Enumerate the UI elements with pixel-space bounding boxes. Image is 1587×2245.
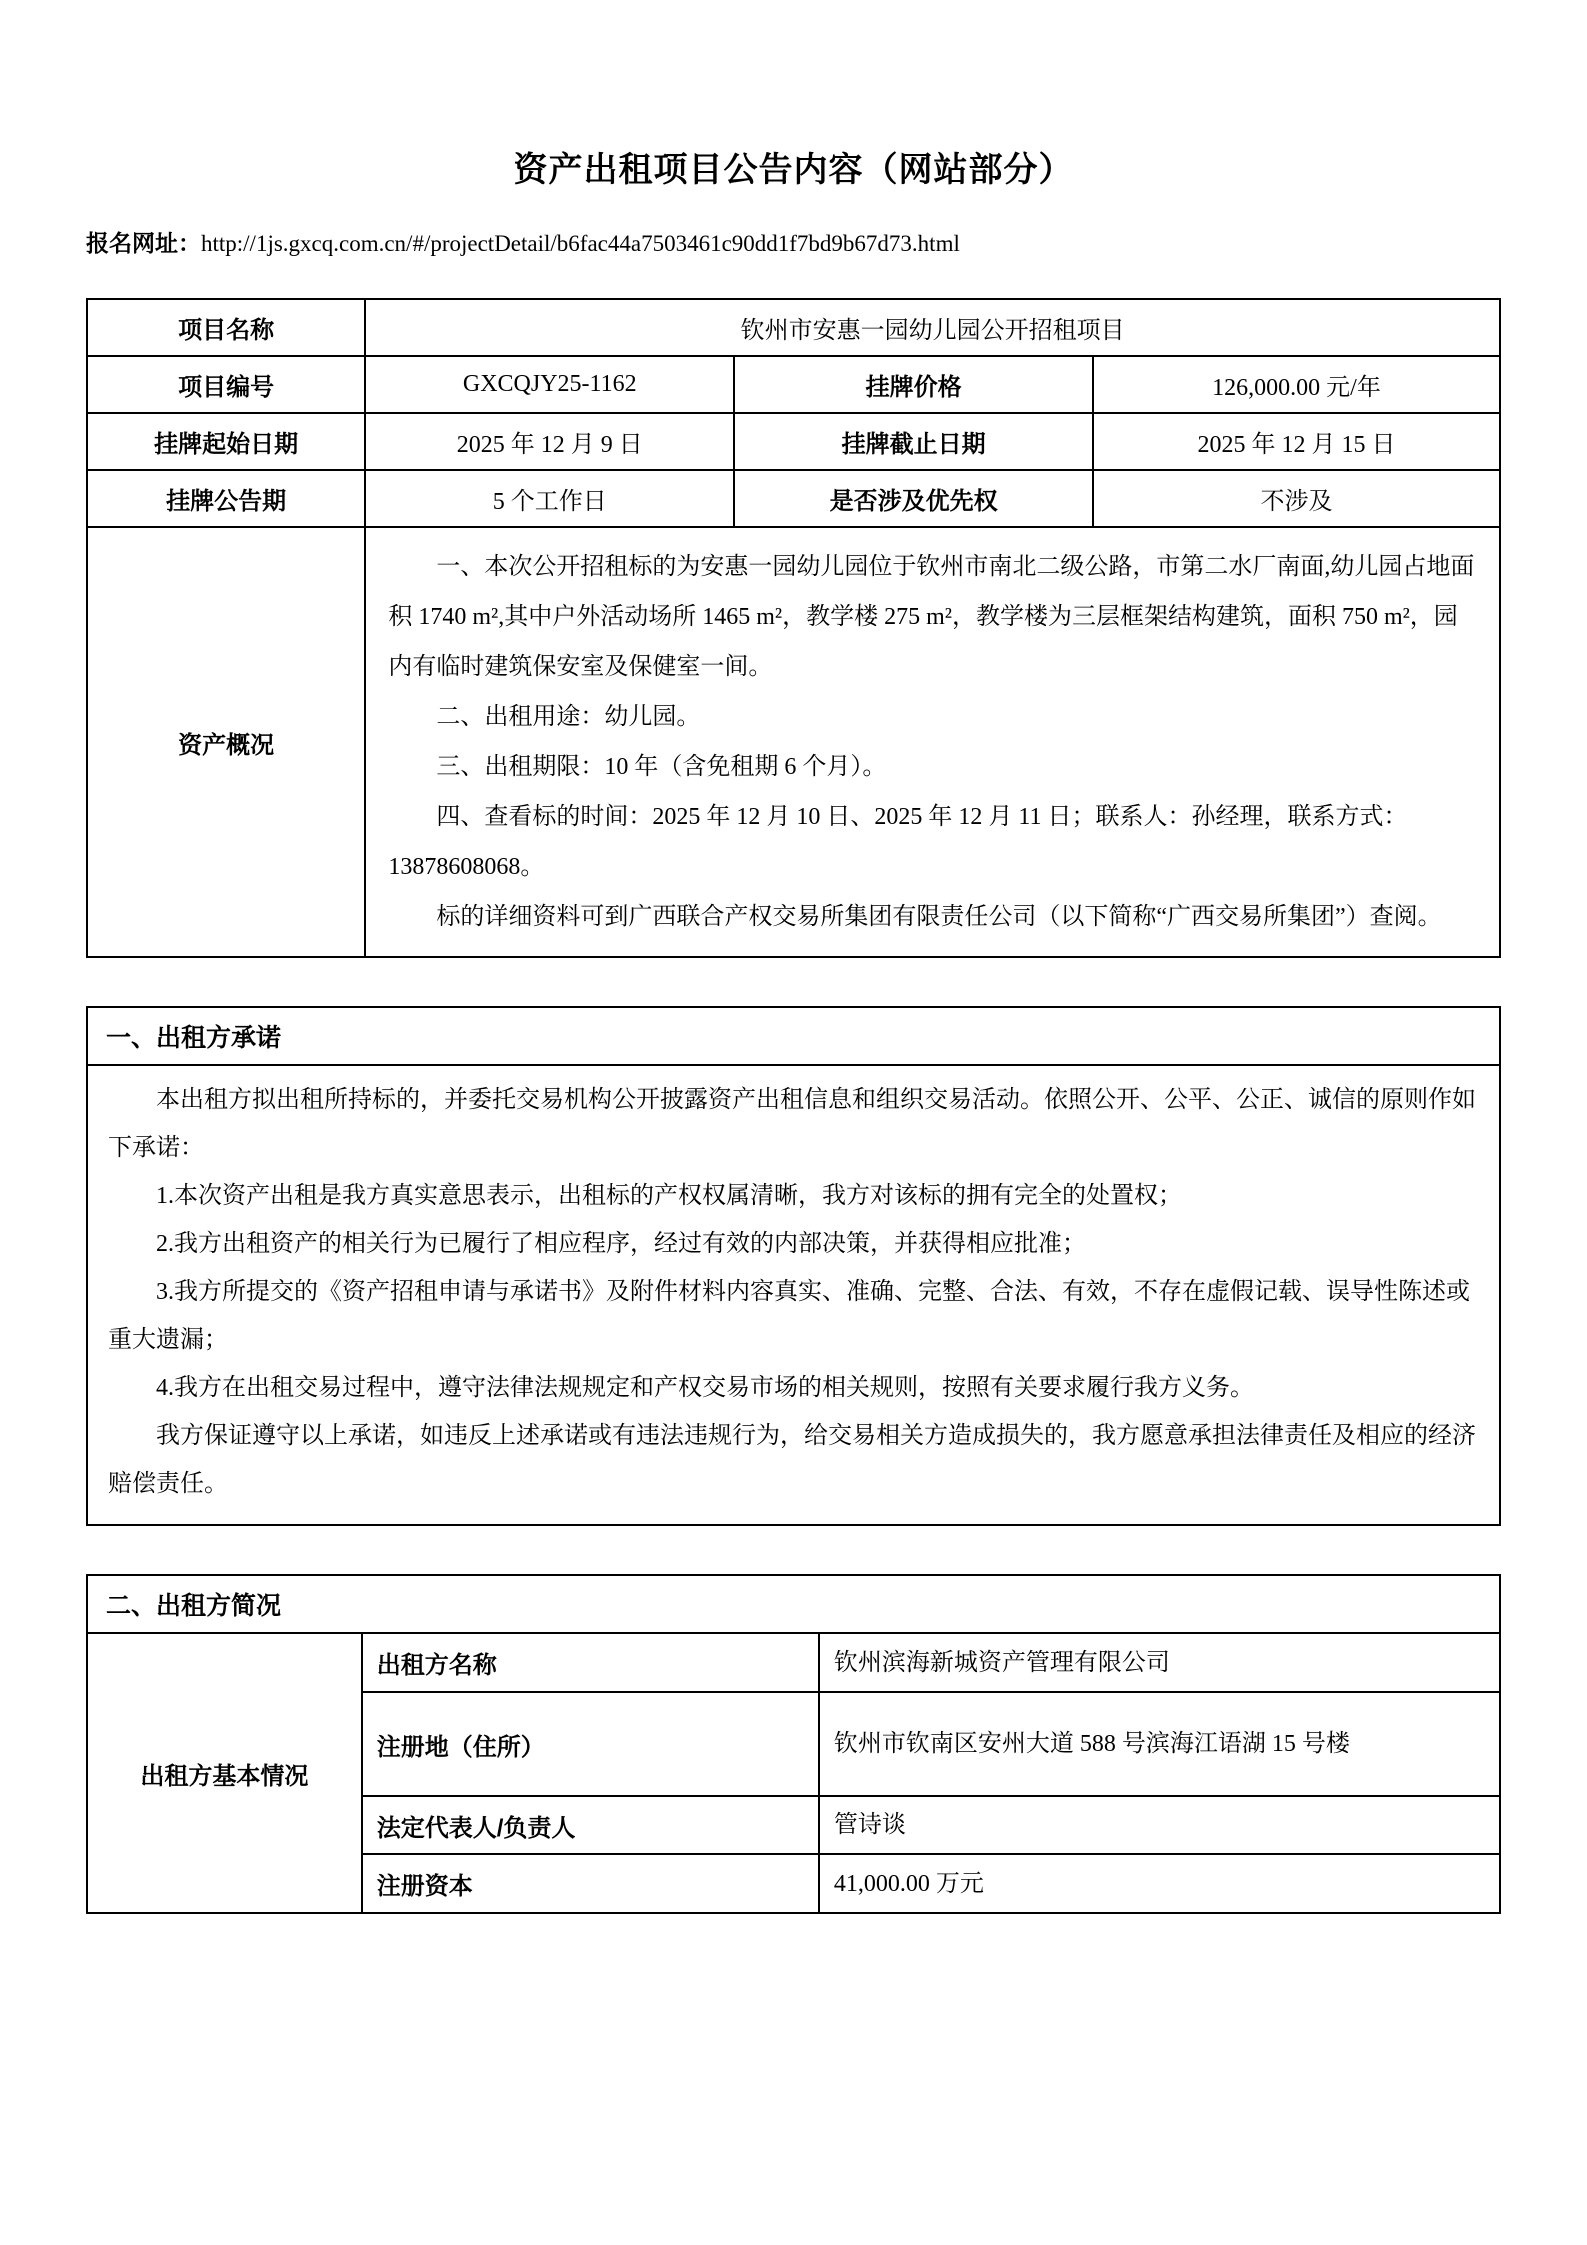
registered-capital-value: 41,000.00 万元 bbox=[819, 1854, 1499, 1912]
table-row bbox=[88, 1634, 1499, 1692]
commitment-paragraph: 4.我方在出租交易过程中，遵守法律法规规定和产权交易市场的相关规则，按照有关要求履行我方义务。 bbox=[156, 1375, 1254, 1401]
announce-period-value: 5 个工作日 bbox=[365, 470, 734, 527]
priority-label: 是否涉及优先权 bbox=[734, 470, 1093, 527]
project-name-label: 项目名称 bbox=[87, 299, 365, 356]
legal-representative-value: 管诗谈 bbox=[819, 1796, 1499, 1854]
listing-price-label: 挂牌价格 bbox=[734, 356, 1093, 413]
commitment-paragraph: 我方保证遵守以上承诺，如违反上述承诺或有违法违规行为，给交易相关方造成损失的，我方愿意承担法律责任及相应的经济赔偿责任。 bbox=[108, 1423, 1476, 1497]
table-row bbox=[87, 527, 1500, 957]
lessor-profile-section bbox=[86, 1574, 1501, 1914]
overview-paragraph: 二、出租用途：幼儿园。 bbox=[436, 704, 701, 730]
start-date-value: 2025 年 12 月 9 日 bbox=[365, 413, 734, 470]
project-no-value: GXCQJY25-1162 bbox=[365, 356, 734, 413]
overview-paragraph: 一、本次公开招租标的为安惠一园幼儿园位于钦州市南北二级公路，市第二水厂南面,幼儿园占地面积 1740 m²,其中户外活动场所 1465 m²，教学楼 275 m²，教学楼为三层框架结构建筑，面积 750 m²，园内有临时建筑保安室及保健室一间。 bbox=[388, 554, 1475, 680]
signup-url: http://1js.gxcq.com.cn/#/projectDetail/b6fac44a7503461c90dd1f7bd9b67d73.html bbox=[201, 231, 960, 256]
table-row bbox=[87, 299, 1500, 356]
table-row bbox=[87, 470, 1500, 527]
project-no-label: 项目编号 bbox=[87, 356, 365, 413]
lessor-profile-table bbox=[88, 1634, 1499, 1912]
listing-price-value: 126,000.00 元/年 bbox=[1093, 356, 1500, 413]
commitment-paragraph: 本出租方拟出租所持标的，并委托交易机构公开披露资产出租信息和组织交易活动。依照公开、公平、公正、诚信的原则作如下承诺： bbox=[108, 1087, 1476, 1161]
table-row bbox=[87, 413, 1500, 470]
start-date-label: 挂牌起始日期 bbox=[87, 413, 365, 470]
page-title: 资产出租项目公告内容（网站部分） bbox=[513, 151, 1074, 189]
registered-address-label: 注册地（住所） bbox=[362, 1692, 819, 1796]
signup-url-line bbox=[86, 225, 1501, 258]
commitment-paragraph: 3.我方所提交的《资产招租申请与承诺书》及附件材料内容真实、准确、完整、合法、有效，不存在虚假记载、误导性陈述或重大遗漏； bbox=[108, 1279, 1470, 1353]
priority-value: 不涉及 bbox=[1093, 470, 1500, 527]
registered-address-value: 钦州市钦南区安州大道 588 号滨海江语湖 15 号楼 bbox=[819, 1692, 1499, 1796]
overview-paragraph: 标的详细资料可到广西联合产权交易所集团有限责任公司（以下简称“广西交易所集团”）查阅。 bbox=[436, 904, 1442, 930]
lessor-name-label: 出租方名称 bbox=[362, 1634, 819, 1692]
lessor-name-value: 钦州滨海新城资产管理有限公司 bbox=[819, 1634, 1499, 1692]
overview-paragraph: 四、查看标的时间：2025 年 12 月 10 日、2025 年 12 月 11 日；联系人：孙经理，联系方式：13878608068。 bbox=[388, 804, 1408, 880]
commitment-paragraph: 1.本次资产出租是我方真实意思表示，出租标的产权权属清晰，我方对该标的拥有完全的处置权； bbox=[156, 1183, 1182, 1209]
lessor-basic-info-label: 出租方基本情况 bbox=[88, 1634, 362, 1912]
registered-capital-label: 注册资本 bbox=[362, 1854, 819, 1912]
lessor-profile-title: 二、出租方简况 bbox=[88, 1576, 1499, 1634]
announce-period-label: 挂牌公告期 bbox=[87, 470, 365, 527]
asset-overview-label: 资产概况 bbox=[87, 527, 365, 957]
asset-overview-content bbox=[365, 527, 1500, 957]
project-info-table bbox=[86, 298, 1501, 958]
commitment-paragraph: 2.我方出租资产的相关行为已履行了相应程序，经过有效的内部决策，并获得相应批准； bbox=[156, 1231, 1086, 1257]
lessor-commitment-body bbox=[88, 1066, 1499, 1524]
table-row bbox=[87, 356, 1500, 413]
end-date-value: 2025 年 12 月 15 日 bbox=[1093, 413, 1500, 470]
end-date-label: 挂牌截止日期 bbox=[734, 413, 1093, 470]
project-name-value: 钦州市安惠一园幼儿园公开招租项目 bbox=[365, 299, 1500, 356]
lessor-commitment-section bbox=[86, 1006, 1501, 1526]
signup-url-label: 报名网址： bbox=[86, 230, 201, 256]
overview-paragraph: 三、出租期限：10 年（含免租期 6 个月）。 bbox=[436, 754, 887, 780]
lessor-commitment-title: 一、出租方承诺 bbox=[88, 1008, 1499, 1066]
legal-representative-label: 法定代表人/负责人 bbox=[362, 1796, 819, 1854]
